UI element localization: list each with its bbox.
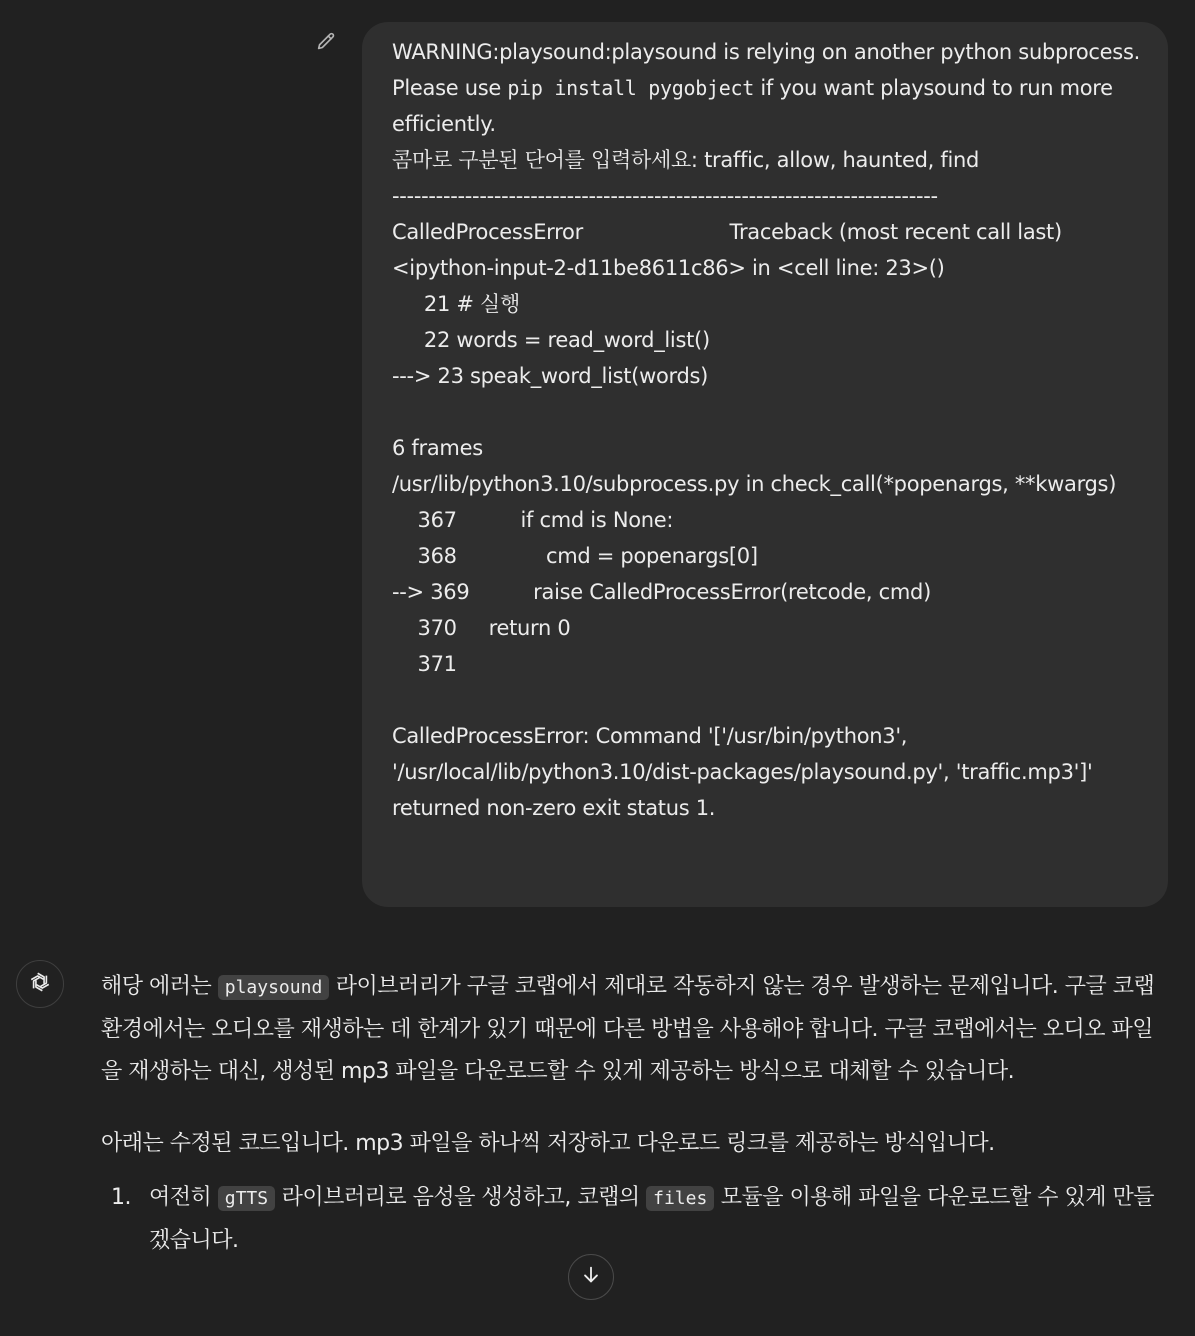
paragraph-text: 라이브러리가 구글 코랩에서 제대로 작동하지 않는 경우 발생하는 문제입니다. 구글 코랩 환경에서는 오디오를 재생하는 데 한계가 있기 때문에 다른 방법을 사용해야 합니다. 구글 코랩에서는 오디오 파일을 재생하는 대신, 생성된 mp3 파일을 다운로드할 수 있게 제공하는 방식으로 대체할 수 있습니다. xyxy=(101,974,1155,1084)
inline-code-playsound: playsound xyxy=(218,975,330,1000)
paragraph-text: 해당 에러는 xyxy=(101,974,218,999)
assistant-list xyxy=(101,1177,1163,1262)
assistant-paragraph-2: 아래는 수정된 코드입니다. mp3 파일을 하나씩 저장하고 다운로드 링크를 제공하는 방식입니다. xyxy=(101,1131,995,1156)
scroll-to-bottom-button[interactable] xyxy=(568,1254,614,1300)
warning-command: pip install pygobject xyxy=(507,76,754,100)
assistant-avatar xyxy=(16,960,64,1008)
user-message-bubble xyxy=(362,22,1168,907)
pencil-icon xyxy=(315,31,337,57)
list-item-number: 1. xyxy=(111,1185,131,1210)
edit-message-button[interactable] xyxy=(310,28,342,60)
list-item-text: 여전히 xyxy=(149,1185,218,1210)
inline-code-gtts: gTTS xyxy=(218,1186,275,1211)
traceback-text: 콤마로 구분된 단어를 입력하세요: traffic, allow, haunted, find --------------------------------------------------------------------------- CalledProcessError Traceback (most recent call last) <ipython-input-2-d11be8611c86> in <cell line: 23>() 21 # 실행 22 words = read_word_list() ---> 23 speak_word_list(words) 6 frames /usr/lib/python3.10/subprocess.py in check_call(*popenargs, **kwargs) 367 if cmd is None: 368 cmd = popenargs[0] --> 369 raise CalledProcessError(retcode, cmd) 370 return 0 371 CalledProcessError: Command '['/usr/bin/python3', '/usr/local/lib/python3.10/dist-packages/playsound.py', 'traffic.mp3']' returned non-zero exit status 1. xyxy=(392,148,1117,820)
assistant-message xyxy=(101,966,1163,1262)
list-item xyxy=(101,1177,1163,1262)
inline-code-files: files xyxy=(646,1186,714,1211)
warning-text-1: WARNING:playsound:playsound is relying on another python subprocess. Please use xyxy=(392,40,1147,100)
arrow-down-icon xyxy=(580,1264,602,1290)
assistant-paragraph-1 xyxy=(101,966,1163,1093)
warning-text-2: if you want playsound to run more efficiently. xyxy=(392,76,1120,136)
list-item-text: 모듈을 이용해 파일을 다운로드할 수 있게 만들겠습니다. xyxy=(149,1185,1155,1253)
openai-logo-icon xyxy=(26,968,54,1000)
user-message-text xyxy=(392,34,1147,826)
list-item-text: 라이브러리로 음성을 생성하고, 코랩의 xyxy=(275,1185,647,1210)
